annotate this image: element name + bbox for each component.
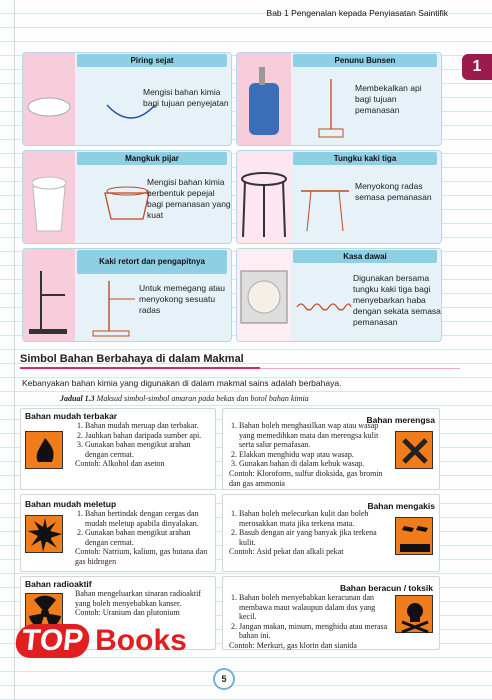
section-intro: Kebanyakan bahan kimia yang digunakan di dalam makmal sains adalah berbahaya. [22, 378, 342, 388]
hazard-example: Contoh: Uranium dan plutonium [75, 608, 180, 618]
mangkuk-pijar-photo [23, 151, 75, 243]
table-caption [60, 394, 309, 403]
hazard-text [229, 421, 393, 488]
apparatus-title: Piring sejat [77, 54, 227, 67]
hazard-text [229, 509, 393, 557]
hazard-point: 3. Gunakan bahan di dalam kebuk wasap. [239, 459, 393, 469]
apparatus-desc: Digunakan bersama tungku kaki tiga bagi menyebarkan haba dengan sekata semasa pemanasan [353, 273, 441, 327]
apparatus-desc: Mengisi bahan kimia berbentuk pepejal bagi pemanasan yang kuat [147, 177, 231, 220]
toxic-skull-icon [395, 595, 433, 633]
hazard-example: Contoh: Merkuri, gas klorin dan sianida [229, 640, 357, 650]
apparatus-card-tungku-kaki-tiga [236, 150, 442, 244]
hazard-point: 1. Bahan boleh menyebabkan keracunan dan membawa maut walaupun dalam dos yang kecil. [239, 593, 393, 622]
hazard-box-mengakis [222, 494, 440, 572]
hazard-point: 1. Bahan bertindak dengan cergas dan mudah meletup apabila dinyalakan. [85, 509, 215, 528]
hazard-point: 3. Gunakan bahan mengikut arahan dengan cermat. [85, 440, 215, 459]
apparatus-card-kasa-dawai [236, 248, 442, 342]
piring-sejat-photo [23, 53, 75, 145]
wire-gauze-diagram-icon [295, 301, 353, 313]
kaki-retort-photo [23, 249, 75, 341]
flammable-icon [25, 431, 63, 469]
apparatus-title: Tungku kaki tiga [293, 152, 437, 165]
hazard-title: Bahan mudah meletup [25, 499, 117, 509]
apparatus-desc: Menyokong radas semasa pemanasan [355, 181, 432, 202]
apparatus-desc: Mengisi bahan kimia bagi tujuan penyejatan [143, 87, 229, 108]
hazard-text [229, 593, 393, 651]
margin-line [14, 0, 15, 700]
hazard-text [75, 589, 215, 618]
explosive-icon [25, 515, 63, 553]
hazard-title: Bahan mudah terbakar [25, 411, 118, 421]
watermark-top: TOP [14, 624, 91, 658]
bunsen-burner-icon [237, 53, 291, 146]
bunsen-diagram-icon [313, 77, 349, 141]
hazard-box-mudah-meletup [20, 494, 216, 572]
topbooks-watermark-logo [16, 624, 187, 658]
hazard-title: Bahan merengsa [366, 415, 435, 425]
apparatus-card-piring-sejat [22, 52, 232, 146]
hazard-point: 1. Bahan mudah meruap dan terbakar. [85, 421, 215, 431]
hazard-text [75, 421, 215, 469]
apparatus-title: Kaki retort dan pengapitnya [77, 250, 227, 274]
hazard-desc: Bahan mengeluarkan sinaran radioaktif yang boleh menyebabkan kanser. [75, 589, 201, 608]
page-number: 5 [213, 668, 235, 690]
hazard-point: 2. Gunakan bahan mengikut arahan dengan cermat. [85, 528, 215, 547]
watermark-books: Books [95, 624, 187, 657]
section-title: Simbol Bahan Berbahaya di dalam Makmal [20, 353, 260, 369]
hazard-point: 2. Basuh dengan air yang banyak jika terkena kulit. [239, 528, 393, 547]
chapter-tab: 1 [462, 54, 492, 80]
evaporating-dish-icon [23, 53, 75, 146]
hazard-point: 1. Bahan boleh melecurkan kulit dan boleh merosakkan mata jika terkena mata. [239, 509, 393, 528]
apparatus-card-mangkuk-pijar [22, 150, 232, 244]
crucible-icon [23, 151, 75, 244]
tripod-diagram-icon [297, 175, 353, 235]
apparatus-card-kaki-retort [22, 248, 232, 342]
chapter-header: Bab 1 Pengenalan kepada Penyiasatan Saintifik [266, 8, 448, 18]
penunu-bunsen-photo [237, 53, 291, 145]
caption-label: Jadual 1.3 [60, 394, 95, 403]
hazard-text [75, 509, 215, 567]
apparatus-title: Penunu Bunsen [293, 54, 437, 67]
section-underline [20, 368, 460, 369]
tripod-icon [237, 151, 291, 244]
hazard-box-mudah-terbakar [20, 408, 216, 490]
hazard-example: Contoh: Kloroform, sulfur dioksida, gas bromin dan gas ammonia [229, 468, 383, 488]
apparatus-title: Kasa dawai [293, 250, 437, 263]
hazard-title: Bahan mengakis [367, 501, 435, 511]
apparatus-title: Mangkuk pijar [77, 152, 227, 165]
hazard-example: Contoh: Natrium, kalium, gas butana dan gas hidrogen [75, 547, 208, 566]
hazard-box-merengsa [222, 408, 440, 490]
apparatus-desc: Untuk memegang atau menyokong sesuatu radas [139, 283, 225, 315]
caption-text: Maksud simbol-simbol amaran pada bekas dan botol bahan kimia [96, 394, 309, 403]
hazard-title: Bahan beracun / toksik [339, 583, 433, 593]
hazard-example: Contoh: Alkohol dan aseton [75, 459, 165, 469]
tungku-kaki-tiga-photo [237, 151, 291, 243]
hazard-point: 1. Bahan boleh menghasilkan wap atau wasap yang memedihkan mata dan merengsa kulit serta salur pernafasan. [239, 421, 393, 450]
wire-gauze-icon [237, 249, 291, 342]
apparatus-card-penunu-bunsen [236, 52, 442, 146]
apparatus-desc: Membekalkan api bagi tujuan pemanasan [355, 83, 422, 115]
hazard-example: Contoh: Asid pekat dan alkali pekat [229, 547, 344, 557]
retort-stand-diagram-icon [85, 279, 141, 339]
hazard-point: 2. Jauhkan bahan daripada sumber api. [85, 431, 215, 441]
irritant-icon [395, 431, 433, 469]
hazard-point: 2. Elakkan menghidu wap atau wasap. [239, 450, 393, 460]
hazard-title: Bahan radioaktif [25, 579, 92, 589]
corrosive-icon [395, 517, 433, 555]
hazard-box-beracun [222, 576, 440, 650]
kasa-dawai-photo [237, 249, 291, 341]
retort-stand-icon [23, 249, 75, 342]
hazard-point: 2. Jangan makan, minum, menghidu atau merasa bahan ini. [239, 622, 393, 641]
